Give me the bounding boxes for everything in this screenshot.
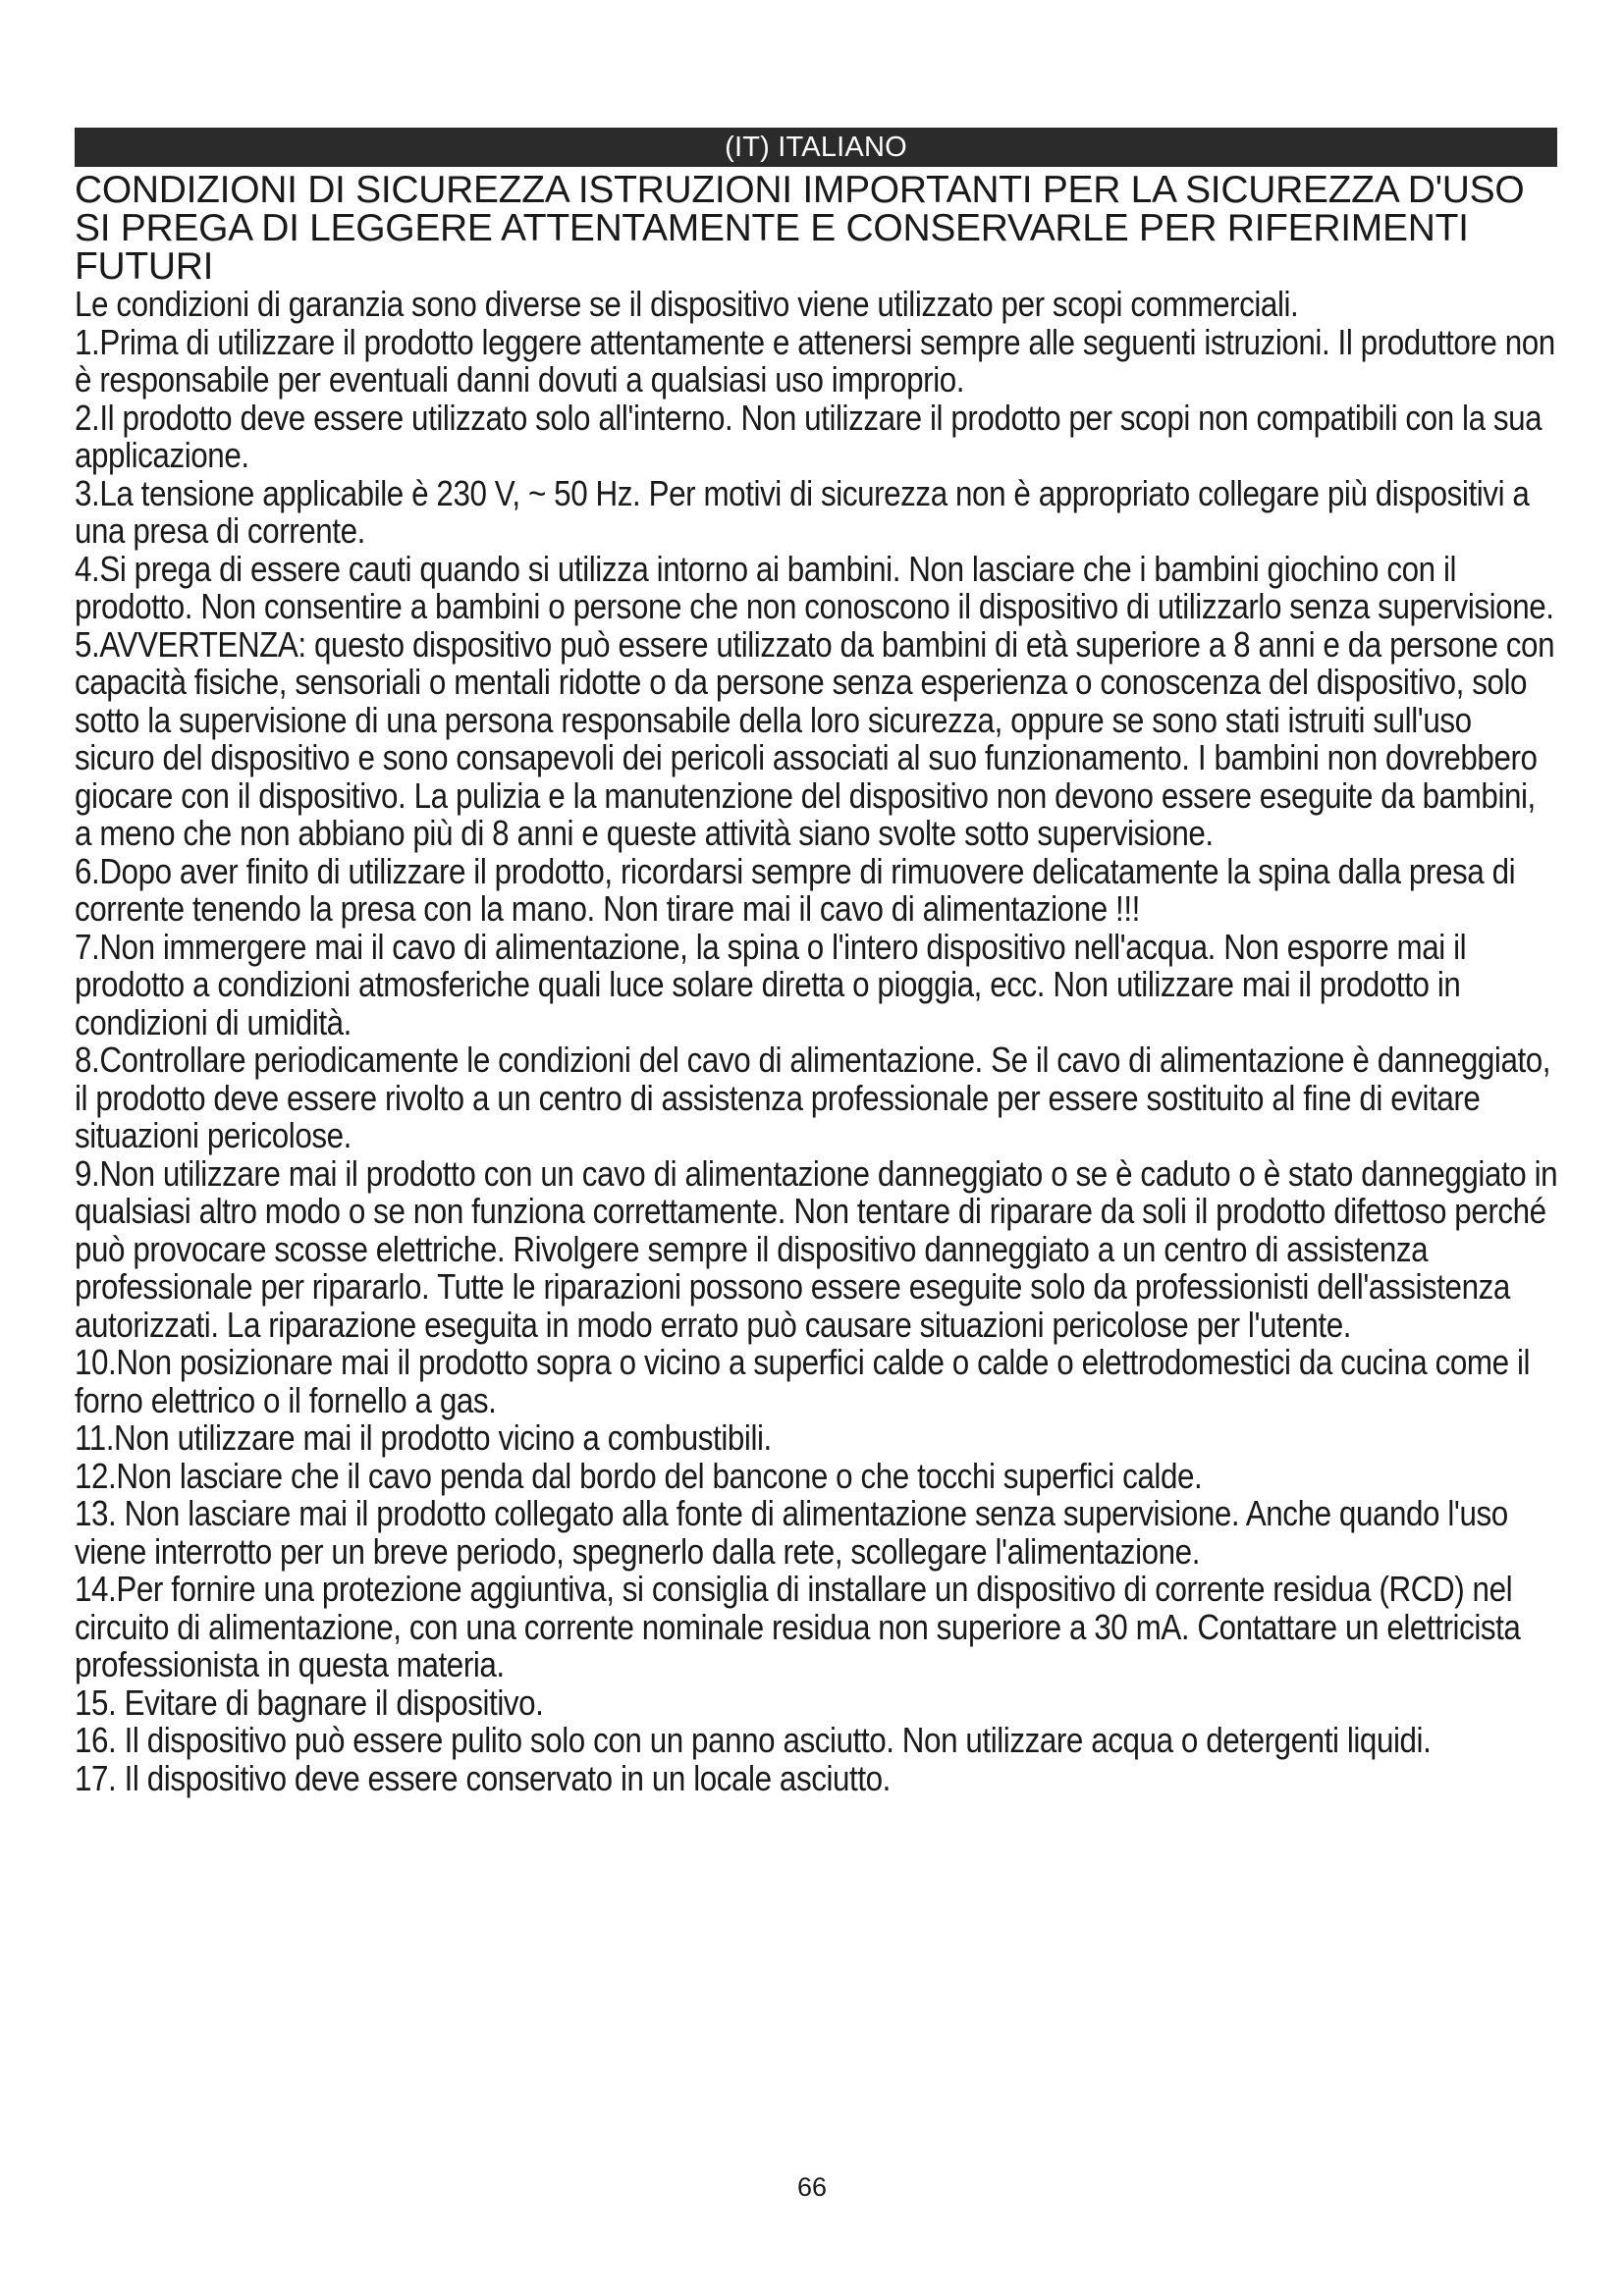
safety-title: CONDIZIONI DI SICUREZZA ISTRUZIONI IMPORTANTI PER LA SICUREZZA D'USO SI PREGA DI LEGGERE ATTENTAMENTE E CONSERVARLE PER RIFERIMENTI FUTURI (75, 169, 1525, 288)
safety-item-8: 8.Controllare periodicamente le condizioni del cavo di alimentazione. Se il cavo di alimentazione è danneggiato, il prodotto deve essere rivolto a un centro di assistenza professionale per essere sostituito al fine di evitare situazioni pericolose. (75, 1040, 1551, 1155)
safety-item-2: 2.Il prodotto deve essere utilizzato solo all'interno. Non utilizzare il prodotto per scopi non compatibili con la sua applicazione. (75, 397, 1543, 475)
safety-item-11: 11.Non utilizzare mai il prodotto vicino a combustibili. (75, 1417, 772, 1458)
safety-item-13: 13. Non lasciare mai il prodotto collegato alla fonte di alimentazione senza supervisione. Anche quando l'uso viene interrotto per un breve periodo, spegnerlo dalla rete, scollegare l'alimentazione. (75, 1493, 1508, 1572)
safety-item-6: 6.Dopo aver finito di utilizzare il prodotto, ricordarsi sempre di rimuovere delicatamente la spina dalla presa di corrente tenendo la presa con la mano. Non tirare mai il cavo di alimentazione !!! (75, 850, 1516, 929)
safety-item-12: 12.Non lasciare che il cavo penda dal bordo del bancone o che tocchi superfici calde. (75, 1455, 1203, 1496)
safety-item-1: 1.Prima di utilizzare il prodotto leggere attentamente e attenersi sempre alle seguenti istruzioni. Il produttore non è responsabile per eventuali danni dovuti a qualsiasi uso improprio. (75, 321, 1555, 400)
safety-item-10: 10.Non posizionare mai il prodotto sopra o vicino a superfici calde o calde o elettrodomestici da cucina come il forno elettrico o il fornello a gas. (75, 1342, 1531, 1420)
safety-item-7: 7.Non immergere mai il cavo di alimentazione, la spina o l'intero dispositivo nell'acqua. Non esporre mai il prodotto a condizioni atmosferiche quali luce solare diretta o pioggia, ecc. Non utilizzare mai il prodotto in condizioni di umidità. (75, 926, 1467, 1042)
safety-item-9: 9.Non utilizzare mai il prodotto con un cavo di alimentazione danneggiato o se è caduto o è stato danneggiato in qualsiasi altro modo o se non funziona correttamente. Non tentare di riparare da soli il prodotto difettoso perché può provocare scosse elettriche. Rivolgere sempre il dispositivo danneggiato a un centro di assistenza professionale per ripararlo. Tutte le riparazioni possono essere eseguite solo da professionisti dell'assistenza autorizzati. La riparazione eseguita in modo errato può causare situazioni pericolose per l'utente. (75, 1152, 1558, 1345)
warranty-intro: Le condizioni di garanzia sono diverse se il dispositivo viene utilizzato per scopi commerciali. (75, 284, 1299, 324)
safety-item-16: 16. Il dispositivo può essere pulito solo con un panno asciutto. Non utilizzare acqua o detergenti liquidi. (75, 1720, 1432, 1760)
safety-item-15: 15. Evitare di bagnare il dispositivo. (75, 1682, 544, 1723)
manual-page (75, 128, 1557, 1797)
safety-item-3: 3.La tensione applicabile è 230 V, ~ 50 Hz. Per motivi di sicurezza non è appropriato collegare più dispositivi a una presa di corrente. (75, 472, 1530, 551)
safety-item-14: 14.Per fornire una protezione aggiuntiva, si consiglia di installare un dispositivo di corrente residua (RCD) nel circuito di alimentazione, con una corrente nominale residua non superiore a 30 mA. Contattare un elettricista professionista in questa materia. (75, 1569, 1521, 1684)
safety-item-17: 17. Il dispositivo deve essere conservato in un locale asciutto. (75, 1757, 891, 1798)
safety-item-4: 4.Si prega di essere cauti quando si utilizza intorno ai bambini. Non lasciare che i bambini giochino con il prodotto. Non consentire a bambini o persone che non conoscono il dispositivo di utilizzarlo senza supervisione. (75, 548, 1554, 626)
page-number: 66 (796, 2172, 828, 2202)
language-label: (IT) ITALIANO (725, 132, 907, 163)
language-header-bar (75, 128, 1557, 167)
safety-item-5: 5.AVVERTENZA: questo dispositivo può essere utilizzato da bambini di età superiore a 8 anni e da persone con capacità fisiche, sensoriali o mentali ridotte o da persone senza esperienza o conoscenza del dispositivo, solo sotto la supervisione di una persona responsabile della loro sicurezza, oppure se sono stati istruiti sull'uso sicuro del dispositivo e sono consapevoli dei pericoli associati al suo funzionamento. I bambini non dovrebbero giocare con il dispositivo. La pulizia e la manutenzione del dispositivo non devono essere eseguite da bambini, a meno che non abbiano più di 8 anni e queste attività siano svolte sotto supervisione. (75, 623, 1555, 853)
safety-body (75, 286, 1557, 1797)
